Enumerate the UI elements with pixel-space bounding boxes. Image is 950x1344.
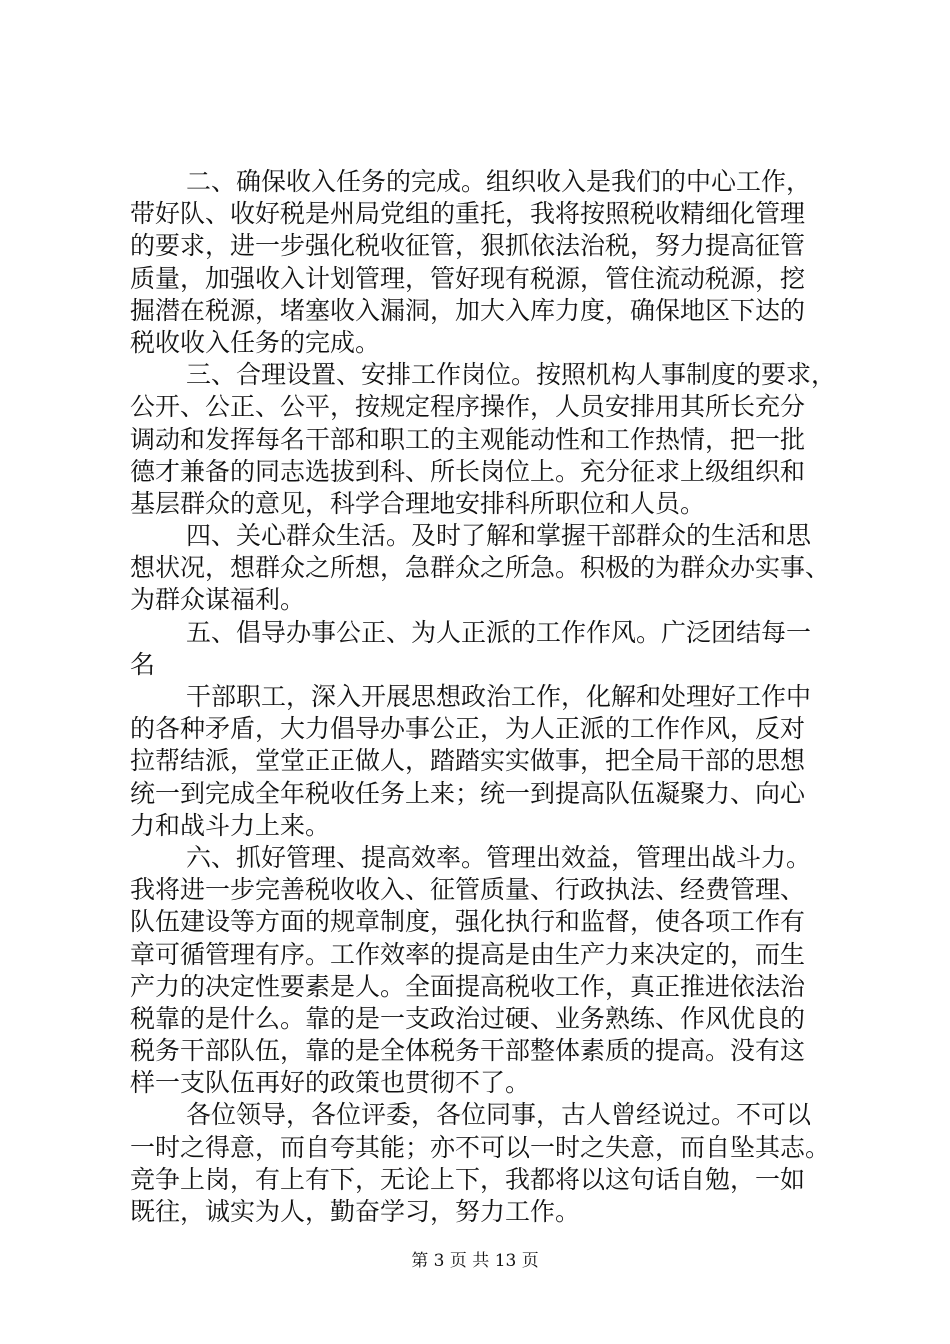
text-line: 质量，加强收入计划管理，管好现有税源，管住流动税源，挖 [130, 263, 806, 293]
text-line: 带好队、收好税是州局党组的重托，我将按照税收精细化管理 [130, 199, 806, 229]
text-line: 三、合理设置、安排工作岗位。按照机构人事制度的要求， [186, 360, 837, 390]
text-line: 六、抓好管理、提高效率。管理出效益，管理出战斗力。 [186, 842, 812, 872]
text-line: 四、关心群众生活。及时了解和掌握干部群众的生活和思 [186, 521, 812, 551]
text-line: 力和战斗力上来。 [130, 810, 331, 840]
text-line: 统一到完成全年税收任务上来；统一到提高队伍凝聚力、向心 [130, 778, 806, 808]
text-line: 基层群众的意见，科学合理地安排科所职位和人员。 [130, 488, 706, 518]
text-line: 我将进一步完善税收收入、征管质量、行政执法、经费管理、 [130, 875, 806, 905]
text-line: 干部职工，深入开展思想政治工作，化解和处理好工作中 [186, 682, 812, 711]
text-line: 的要求，进一步强化税收征管，狠抓依法治税，努力提高征管 [130, 231, 806, 261]
text-line: 税靠的是什么。靠的是一支政治过硬、业务熟练、作风优良的 [130, 1003, 806, 1033]
text-line: 一时之得意，而自夸其能；亦不可以一时之失意，而自坠其志。 [130, 1132, 831, 1162]
text-line: 税收收入任务的完成。 [130, 327, 381, 357]
text-line: 税务干部队伍，靠的是全体税务干部整体素质的提高。没有这 [130, 1036, 806, 1066]
text-line: 想状况，想群众之所想，急群众之所急。积极的为群众办实事、 [130, 553, 831, 583]
text-line: 章可循管理有序。工作效率的提高是由生产力来决定的，而生 [130, 939, 806, 969]
text-line: 拉帮结派，堂堂正正做人，踏踏实实做事，把全局干部的思想 [130, 746, 806, 776]
text-line: 的各种矛盾，大力倡导办事公正，为人正派的工作作风，反对 [130, 714, 806, 744]
text-line: 调动和发挥每名干部和职工的主观能动性和工作热情，把一批 [130, 424, 806, 454]
page-footer: 第 3 页 共 13 页 [411, 1251, 539, 1271]
text-line: 样一支队伍再好的政策也贯彻不了。 [130, 1068, 531, 1098]
text-line: 二、确保收入任务的完成。组织收入是我们的中心工作， [186, 167, 812, 196]
text-line: 各位领导，各位评委，各位同事，古人曾经说过。不可以 [186, 1100, 812, 1130]
text-line: 竞争上岗，有上有下，无论上下，我都将以这句话自勉，一如 [130, 1164, 806, 1194]
text-line: 产力的决定性要素是人。全面提高税收工作，真正推进依法治 [130, 971, 806, 1001]
text-line: 为群众谋福利。 [130, 585, 306, 615]
text-line: 既往，诚实为人，勤奋学习，努力工作。 [130, 1197, 581, 1226]
text-line: 掘潜在税源，堵塞收入漏洞，加大入库力度，确保地区下达的 [130, 295, 806, 325]
document-body [130, 166, 837, 1228]
text-line: 名 [130, 649, 156, 679]
text-line: 五、倡导办事公正、为人正派的工作作风。广泛团结每一 [186, 617, 812, 647]
text-line: 德才兼备的同志选拔到科、所长岗位上。充分征求上级组织和 [130, 456, 806, 486]
text-line: 队伍建设等方面的规章制度，强化执行和监督，使各项工作有 [130, 907, 806, 937]
text-line: 公开、公正、公平，按规定程序操作，人员安排用其所长充分 [130, 392, 806, 422]
